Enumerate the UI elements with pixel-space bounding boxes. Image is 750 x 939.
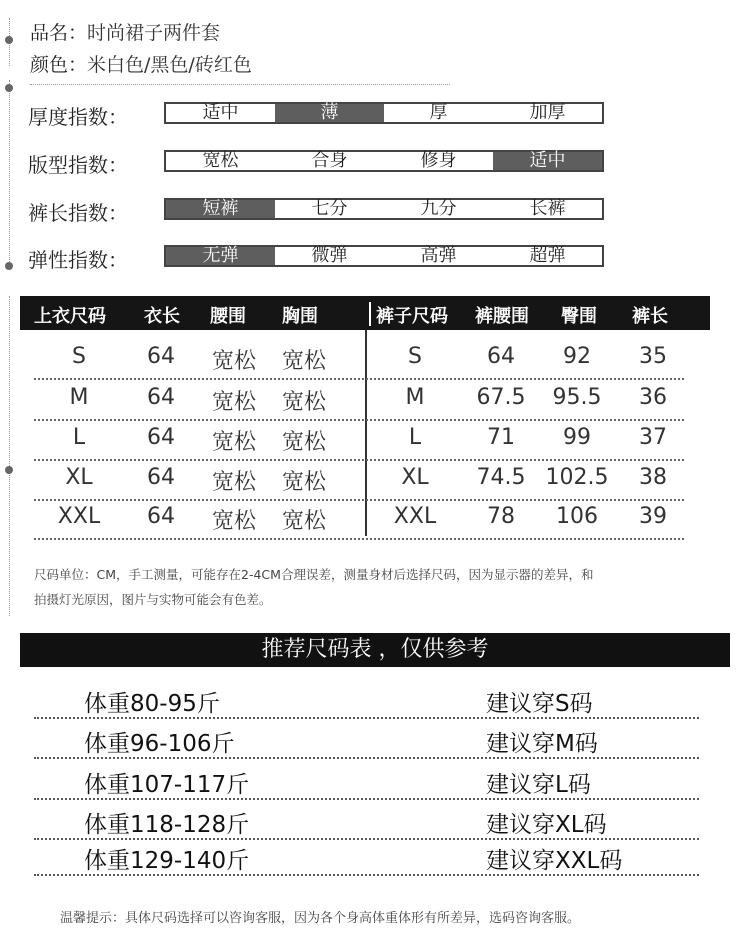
table-cell: 宽松: [281, 470, 327, 495]
table-cell: 64: [147, 504, 175, 529]
row-divider: [34, 757, 699, 759]
index-label: 弹性指数：: [28, 248, 128, 272]
size-table-header: [20, 296, 710, 330]
table-cell: XL: [401, 465, 429, 490]
header-pants-length: 裤长: [632, 306, 668, 327]
product-name-line: [30, 18, 220, 45]
index-option-selected: 适中: [493, 152, 602, 170]
table-cell: 宽松: [211, 349, 257, 374]
row-divider: [34, 717, 699, 719]
table-cell: 宽松: [281, 390, 327, 415]
rail-dot: [5, 84, 13, 92]
product-color-line: [30, 50, 252, 77]
index-option: 长裤: [529, 198, 566, 219]
table-cell: 64: [147, 344, 175, 369]
index-option: 超弹: [529, 245, 566, 266]
header-separator: [369, 302, 371, 326]
table-cell: 67.5: [476, 385, 526, 410]
index-option-selected: 无弹: [166, 247, 275, 265]
index-option: 七分: [311, 198, 348, 219]
table-cell: 71: [487, 425, 515, 450]
product-divider: [30, 84, 450, 85]
table-cell: 95.5: [552, 385, 602, 410]
header-top-length: 衣长: [144, 306, 180, 327]
table-cell: XL: [65, 465, 93, 490]
row-divider: [34, 874, 699, 876]
index-option-selected: 薄: [275, 104, 384, 122]
table-cell: M: [69, 385, 89, 410]
index-label: 裤长指数：: [28, 201, 128, 225]
row-divider: [34, 378, 684, 380]
recommend-row: [34, 721, 699, 759]
table-row: [34, 340, 684, 380]
weight-range: 体重118-128斤: [84, 812, 250, 838]
size-note-line1: 尺码单位：CM，手工测量，可能存在2-4CM合理误差，测量身材后选择尺码，因为显示器的差异，和: [34, 567, 594, 582]
table-cell: 78: [487, 504, 515, 529]
size-note-line2: 拍摄灯光原因，图片与实物可能会有色差。: [34, 592, 272, 607]
suggested-size: 建议穿XL码: [486, 812, 607, 838]
weight-range: 体重96-106斤: [84, 731, 235, 757]
recommend-row: [34, 681, 699, 719]
table-cell: 宽松: [281, 430, 327, 455]
table-cell: XXL: [57, 504, 101, 529]
rail-dot: [5, 466, 13, 474]
table-cell: 92: [563, 344, 591, 369]
table-cell: 74.5: [476, 465, 526, 490]
left-rail-bottom: [9, 296, 10, 616]
recommend-title: 推荐尺码表 ，仅供参考: [20, 633, 730, 667]
weight-range: 体重129-140斤: [84, 848, 250, 874]
table-cell: M: [405, 385, 425, 410]
recommend-row: [34, 838, 699, 876]
index-option-selected: 短裤: [166, 200, 275, 218]
index-label: 厚度指数：: [28, 105, 128, 129]
suggested-size: 建议穿L码: [486, 772, 591, 798]
left-rail-mid: [9, 80, 10, 270]
index-option: 修身: [420, 150, 457, 171]
row-divider: [34, 798, 699, 800]
table-cell: 64: [147, 465, 175, 490]
table-row: [34, 381, 684, 421]
table-cell: 宽松: [211, 430, 257, 455]
index-option: 高弹: [420, 245, 457, 266]
header-pants-size: 裤子尺码: [376, 306, 448, 327]
table-cell: 宽松: [211, 390, 257, 415]
table-cell: 35: [639, 344, 667, 369]
table-cell: 106: [556, 504, 598, 529]
index-option: 厚: [429, 102, 448, 123]
rail-dot: [5, 36, 13, 44]
suggested-size: 建议穿S码: [486, 691, 593, 717]
table-cell: 37: [639, 425, 667, 450]
product-color-value: 米白色/黑色/砖红色: [87, 54, 252, 76]
index-label: 版型指数：: [28, 153, 128, 177]
weight-range: 体重107-117斤: [84, 772, 250, 798]
weight-range: 体重80-95斤: [84, 691, 220, 717]
index-option: 微弹: [311, 245, 348, 266]
table-cell: S: [72, 344, 86, 369]
index-scale: [164, 198, 604, 220]
table-cell: XXL: [393, 504, 437, 529]
index-option: 适中: [202, 102, 239, 123]
header-chest: 胸围: [282, 306, 318, 327]
header-hip: 臀围: [561, 306, 597, 327]
index-scale: [164, 150, 604, 172]
header-top-size: 上衣尺码: [34, 306, 106, 327]
table-cell: 64: [147, 385, 175, 410]
row-divider: [34, 538, 684, 540]
product-name-value: 时尚裙子两件套: [87, 22, 221, 44]
table-cell: 99: [563, 425, 591, 450]
suggested-size: 建议穿XXL码: [486, 848, 623, 874]
recommend-row: [34, 802, 699, 840]
rail-dot: [5, 262, 13, 270]
product-color-label: 颜色：: [30, 54, 88, 76]
table-cell: 39: [639, 504, 667, 529]
table-cell: 36: [639, 385, 667, 410]
table-cell: S: [408, 344, 422, 369]
table-cell: 64: [487, 344, 515, 369]
header-pants-waist: 裤腰围: [475, 306, 529, 327]
table-row: [34, 461, 684, 501]
index-option: 宽松: [202, 150, 239, 171]
table-cell: 宽松: [211, 509, 257, 534]
table-cell: L: [408, 425, 422, 450]
index-scale: [164, 245, 604, 267]
index-option: 合身: [311, 150, 348, 171]
table-cell: L: [72, 425, 86, 450]
recommend-row: [34, 762, 699, 800]
table-cell: 宽松: [211, 470, 257, 495]
index-option: 九分: [420, 198, 457, 219]
index-option: 加厚: [529, 102, 566, 123]
product-name-label: 品名：: [30, 22, 88, 44]
suggested-size: 建议穿M码: [486, 731, 598, 757]
table-cell: 38: [639, 465, 667, 490]
table-cell: 64: [147, 425, 175, 450]
table-cell: 102.5: [545, 465, 609, 490]
table-row: [34, 421, 684, 461]
table-row: [34, 500, 684, 540]
footer-tip: 温馨提示：具体尺码选择可以咨询客服，因为各个身高体重体形有所差异，选码咨询客服。: [60, 911, 581, 926]
table-cell: 宽松: [281, 509, 327, 534]
header-waist: 腰围: [210, 306, 246, 327]
index-scale: [164, 102, 604, 124]
table-cell: 宽松: [281, 349, 327, 374]
